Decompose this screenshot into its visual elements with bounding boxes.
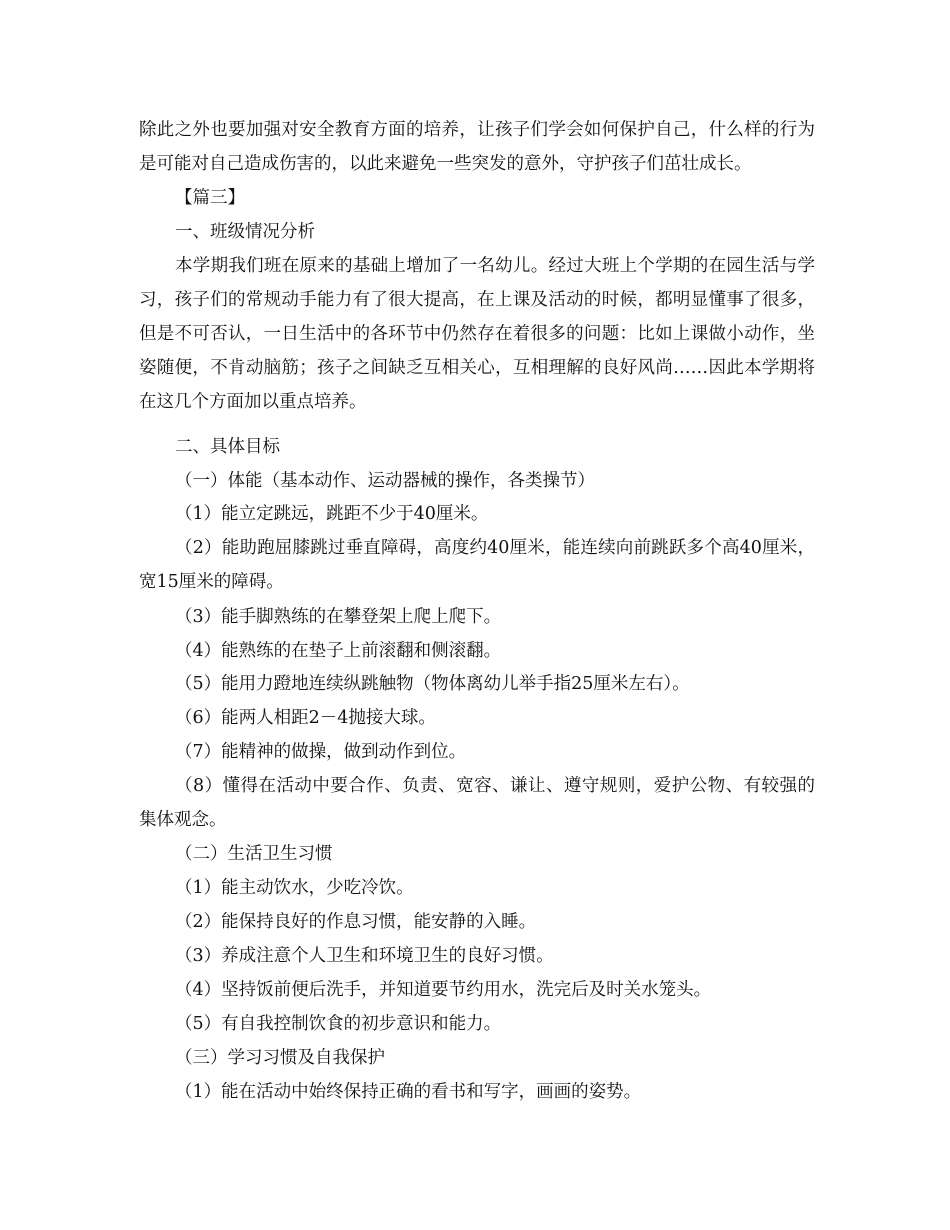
physical-item-2: （2）能助跑屈膝跳过垂直障碍，高度约40厘米，能连续向前跳跃多个高40厘米，宽15厘米的障碍。 xyxy=(139,538,815,592)
learning-item-1: （1）能在活动中始终保持正确的看书和写字，画画的姿势。 xyxy=(175,1082,642,1102)
physical-item-3: （3）能手脚熟练的在攀登架上爬上爬下。 xyxy=(175,607,502,627)
physical-item-6: （6）能两人相距2－4抛接大球。 xyxy=(175,708,436,728)
intro-paragraph: 除此之外也要加强对安全教育方面的培养，让孩子们学会如何保护自己，什么样的行为是可能对自己造成伤害的，以此来避免一些突发的意外，守护孩子们茁壮成长。 xyxy=(139,120,815,174)
hygiene-item-2: （2）能保持良好的作息习惯，能安静的入睡。 xyxy=(175,912,537,932)
physical-item-4: （4）能熟练的在垫子上前滚翻和侧滚翻。 xyxy=(175,641,502,661)
hygiene-item-4: （4）坚持饭前便后洗手，并知道要节约用水，洗完后及时关水笼头。 xyxy=(175,980,712,1000)
subheading-physical: （一）体能（基本动作、运动器械的操作，各类操节） xyxy=(175,471,595,491)
physical-item-1: （1）能立定跳远，跳距不少于40厘米。 xyxy=(175,504,489,524)
hygiene-item-1: （1）能主动饮水，少吃冷饮。 xyxy=(175,878,414,898)
hygiene-item-3: （3）养成注意个人卫生和环境卫生的良好习惯。 xyxy=(175,946,554,966)
subheading-hygiene: （二）生活卫生习惯 xyxy=(175,844,333,864)
analysis-paragraph: 本学期我们班在原来的基础上增加了一名幼儿。经过大班上个学期的在园生活与学习，孩子们的常规动手能力有了很大提高，在上课及活动的时候，都明显懂事了很多，但是不可否认，一日生活中的各环节中仍然存在着很多的问题：比如上课做小动作，坐姿随便，不肯动脑筋；孩子之间缺乏互相关心，互相理解的良好风尚……因此本学期将在这几个方面加以重点培养。 xyxy=(139,256,815,412)
section-title: 【篇三】 xyxy=(175,188,245,208)
physical-item-5: （5）能用力蹬地连续纵跳触物（物体离幼儿举手指25厘米左右）。 xyxy=(175,674,690,694)
hygiene-item-5: （5）有自我控制饮食的初步意识和能力。 xyxy=(175,1014,502,1034)
physical-item-8: （8）懂得在活动中要合作、负责、宽容、谦让、遵守规则，爱护公物、有较强的集体观念。 xyxy=(139,776,815,830)
heading-class-analysis: 一、班级情况分析 xyxy=(175,222,315,242)
heading-specific-goals: 二、具体目标 xyxy=(175,437,280,457)
physical-item-7: （7）能精神的做操，做到动作到位。 xyxy=(175,742,467,762)
subheading-learning: （三）学习习惯及自我保护 xyxy=(175,1048,385,1068)
